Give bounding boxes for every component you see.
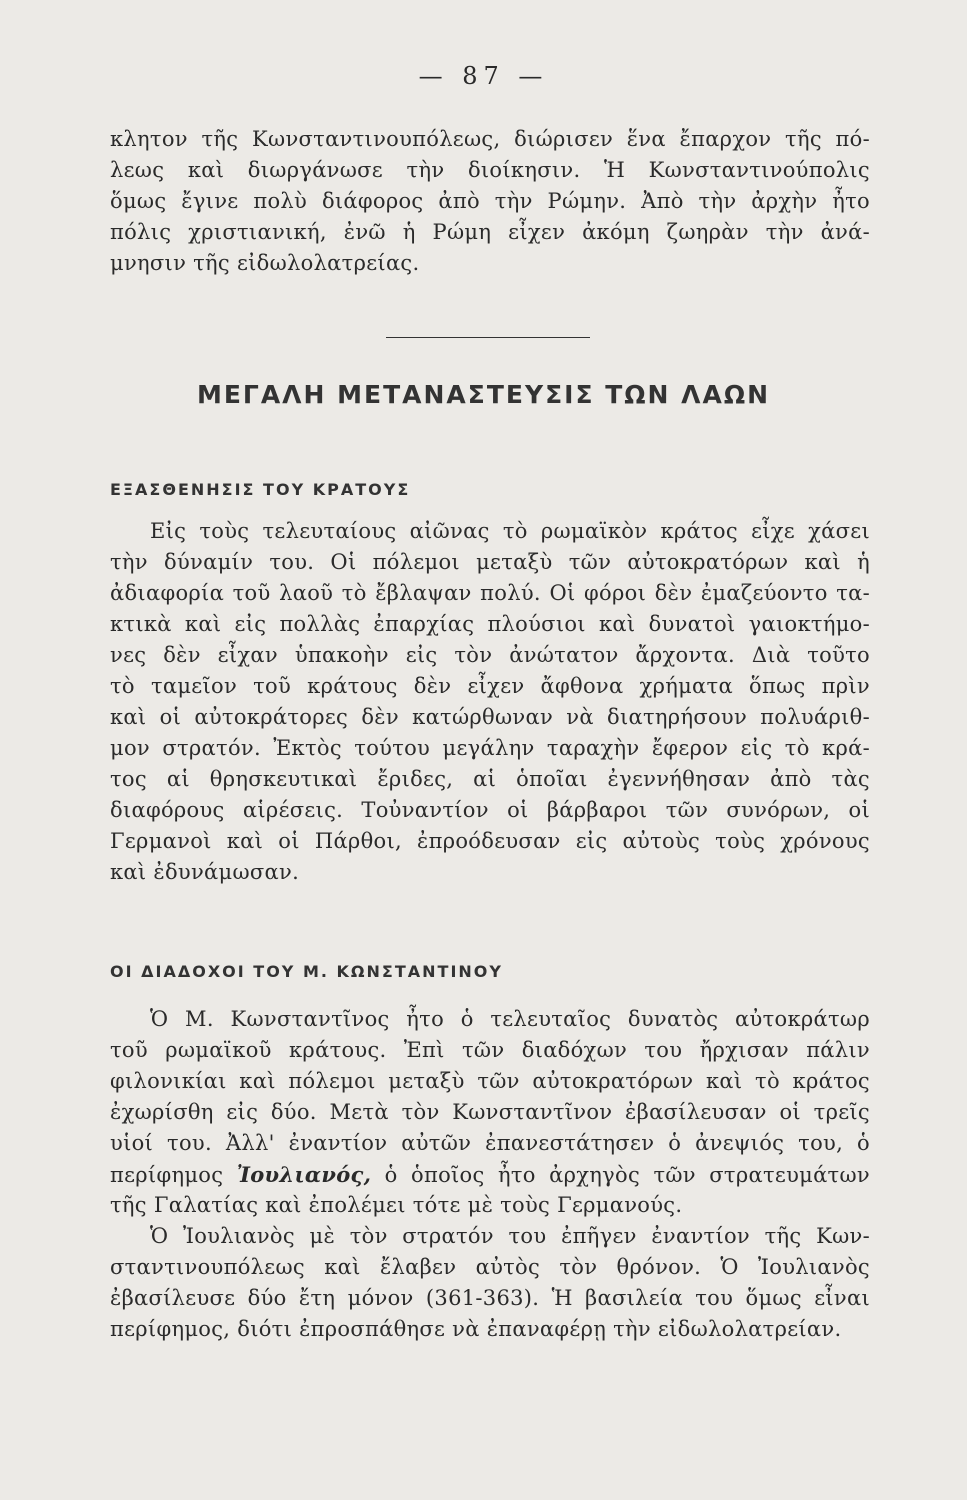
intro-paragraph [110,124,870,279]
text-line: φιλονικίαι καὶ πόλεμοι μεταξὺ τῶν αὐτοκρατόρων καὶ τὸ κράτος [110,1069,870,1093]
text-line: καὶ οἱ αὐτοκράτορες δὲν κατώρθωναν νὰ διατηρήσουν πολυάριθ- [110,705,870,729]
main-heading: ΜΕΓΑΛΗ ΜΕΤΑΝΑΣΤΕΥΣΙΣ ΤΩΝ ΛΑΩΝ [196,380,771,409]
text-line: τὴν δύναμίν του. Οἱ πόλεμοι μεταξὺ τῶν αὐτοκρατόρων καὶ ἡ [110,550,870,574]
text-line: λεως καὶ διωργάνωσε τὴν διοίκησιν. Ἡ Κωνσταντινούπολις [110,158,870,182]
text-line: ἐχωρίσθη εἰς δύο. Μετὰ τὸν Κωνσταντῖνον ἐβασίλευσαν οἱ τρεῖς [110,1100,870,1124]
section-divider [386,337,590,338]
text-line: νες δὲν εἶχαν ὑπακοὴν εἰς τὸν ἀνώτατον ἄρχοντα. Διὰ τοῦτο [110,643,870,667]
text-line: ἀδιαφορία τοῦ λαοῦ τὸ ἔβλαψαν πολύ. Οἱ φόροι δὲν ἐμαζεύοντο τα- [110,581,870,605]
text-line: Εἰς τοὺς τελευταίους αἰῶνας τὸ ρωμαϊκὸν κράτος εἶχε χάσει [150,519,870,543]
text-line: ὅμως ἔγινε πολὺ διάφορος ἀπὸ τὴν Ρώμην. Ἀπὸ τὴν ἀρχὴν ἦτο [110,189,870,213]
text-fragment: περίφημος [110,1163,224,1187]
text-line [110,1159,870,1190]
text-line: τος αἱ θρησκευτικαὶ ἔριδες, αἱ ὁποῖαι ἐγεννήθησαν ἀπὸ τὰς [110,767,870,791]
page-number: — 87 — [418,62,549,90]
text-line: σταντινουπόλεως καὶ ἔλαβεν αὐτὸς τὸν θρόνον. Ὁ Ἰουλιανὸς [110,1255,870,1279]
text-line: Ὁ Μ. Κωνσταντῖνος ἦτο ὁ τελευταῖος δυνατὸς αὐτοκράτωρ [150,1007,870,1031]
text-line: περίφημος, διότι ἐπροσπάθησε νὰ ἐπαναφέρῃ τὴν εἰδωλολατρείαν. [110,1317,842,1341]
section2-paragraph2 [110,1221,870,1345]
emphasized-name: Ἰουλιανός, [236,1162,372,1187]
text-line: κλητον τῆς Κωνσταντινουπόλεως, διώρισεν ἕνα ἔπαρχον τῆς πό- [110,127,870,151]
section-heading-weakening: ΕΞΑΣΘΕΝΗΣΙΣ ΤΟΥ ΚΡΑΤΟΥΣ [110,480,411,499]
text-fragment: ὁ ὁποῖος ἦτο ἀρχηγὸς τῶν στρατευμάτων [384,1163,870,1187]
text-line: τοῦ ρωμαϊκοῦ κράτους. Ἐπὶ τῶν διαδόχων του ἤρχισαν πάλιν [110,1038,870,1062]
text-line: Γερμανοὶ καὶ οἱ Πάρθοι, ἐπροόδευσαν εἰς αὐτοὺς τοὺς χρόνους [110,829,870,853]
text-line: καὶ ἐδυνάμωσαν. [110,860,300,884]
text-line: τῆς Γαλατίας καὶ ἐπολέμει τότε μὲ τοὺς Γερμανούς. [110,1193,683,1217]
section1-paragraph [110,516,870,888]
text-line: πόλις χριστιανική, ἐνῶ ἡ Ρώμη εἶχεν ἀκόμη ζωηρὰν τὴν ἀνά- [110,220,870,244]
text-line: Ὁ Ἰουλιανὸς μὲ τὸν στρατόν του ἐπῆγεν ἐναντίον τῆς Κων- [150,1224,870,1248]
text-line: τὸ ταμεῖον τοῦ κράτους δὲν εἶχεν ἄφθονα χρήματα ὅπως πρὶν [110,674,870,698]
text-line: μον στρατόν. Ἐκτὸς τούτου μεγάλην ταραχὴν ἔφερον εἰς τὸ κρά- [110,736,870,760]
text-line: υἱοί του. Ἀλλ' ἐναντίον αὐτῶν ἐπανεστάτησεν ὁ ἀνεψιός του, ὁ [110,1131,870,1155]
section-heading-successors: ΟΙ ΔΙΑΔΟΧΟΙ ΤΟΥ Μ. ΚΩΝΣΤΑΝΤΙΝΟΥ [110,962,503,981]
text-line: ἐβασίλευσε δύο ἔτη μόνον (361-363). Ἡ βασιλεία του ὅμως εἶναι [110,1286,870,1310]
text-line: μνησιν τῆς εἰδωλολατρείας. [110,251,420,275]
text-line: διαφόρους αἱρέσεις. Τοὐναντίον οἱ βάρβαροι τῶν συνόρων, οἱ [110,798,870,822]
section2-paragraph1 [110,1004,870,1221]
text-line: κτικὰ καὶ εἰς πολλὰς ἐπαρχίας πλούσιοι καὶ δυνατοὶ γαιοκτήμο- [110,612,870,636]
